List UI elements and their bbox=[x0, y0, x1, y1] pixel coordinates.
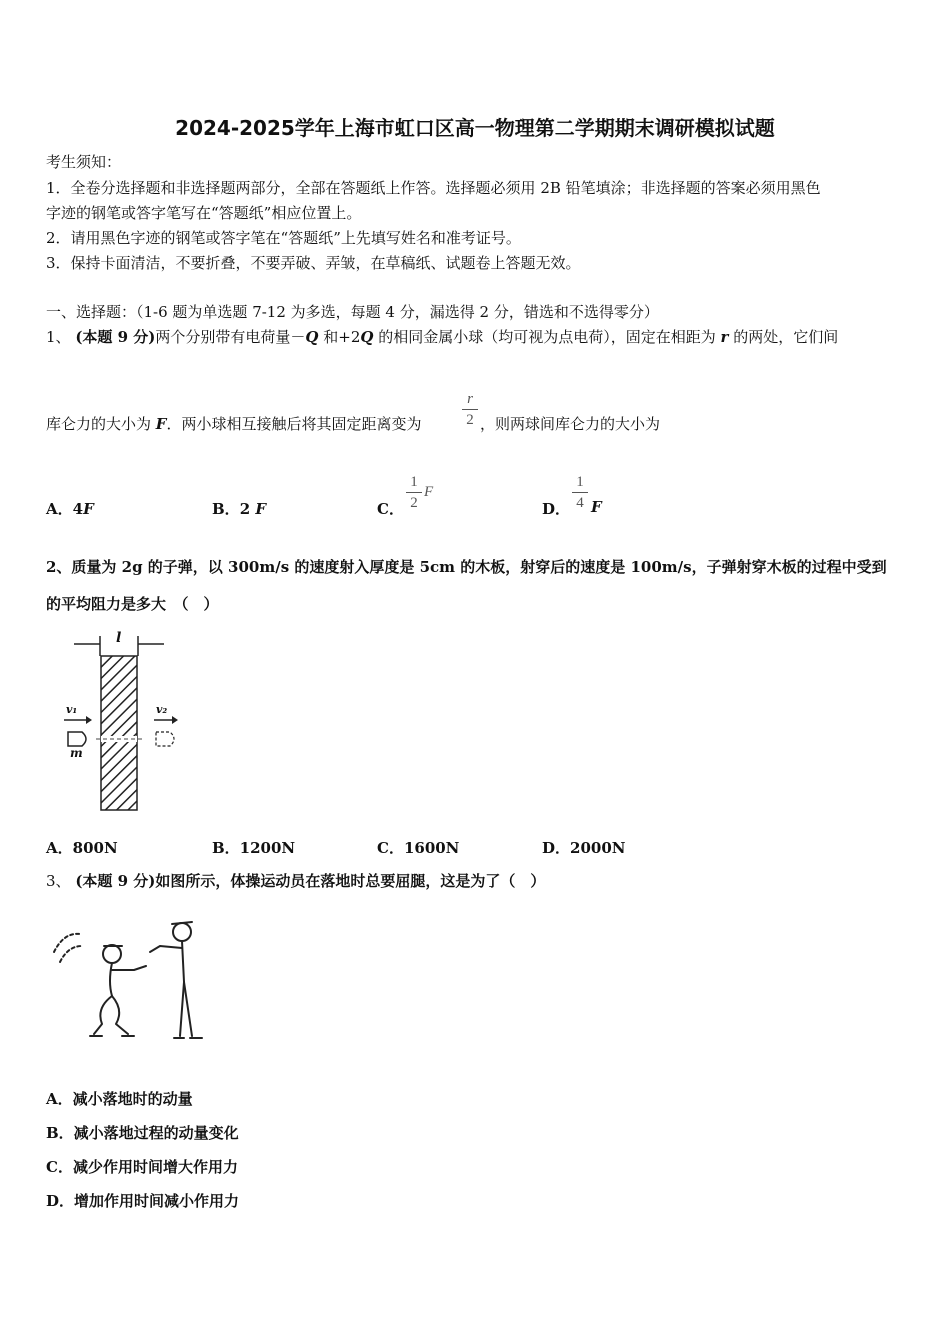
fig-label-v2: v₂ bbox=[156, 703, 168, 716]
q1-option-d-fraction bbox=[572, 473, 588, 512]
q1-option-b[interactable] bbox=[212, 498, 266, 519]
notice-line-1a: 1．全卷分选择题和非选择题两部分，全部在答题纸上作答。选择题必须用 2B 铅笔填涂；非选择题的答案必须用黑色 bbox=[46, 179, 821, 197]
q2-option-d[interactable]: D．2000N bbox=[542, 839, 626, 857]
coach-leg-left bbox=[180, 982, 184, 1036]
q2-option-c[interactable]: C．1600N bbox=[377, 839, 460, 857]
q1-option-d-f: F bbox=[591, 498, 602, 516]
notice-heading: 考生须知： bbox=[46, 153, 122, 171]
gymnast-torso bbox=[110, 963, 112, 996]
q3-option-a-text: A．减小落地时的动量 bbox=[46, 1090, 193, 1108]
q1-line-2b: ，则两球间库仑力的大小为 bbox=[480, 415, 661, 433]
q2-option-b[interactable]: B．1200N bbox=[212, 839, 296, 857]
q1-option-c-f: F bbox=[424, 484, 434, 500]
q1-text-6: ．两小球相互接触后将其固定距离变为 bbox=[166, 415, 422, 433]
q2-option-a[interactable]: A．800N bbox=[46, 839, 118, 857]
q3-option-c[interactable] bbox=[46, 1157, 238, 1177]
q2-line-2: 的平均阻力是多大 （ ） bbox=[46, 595, 219, 613]
q1-score: (本题 9 分) bbox=[75, 328, 156, 346]
q1-option-d-label: D． bbox=[542, 500, 571, 518]
bullet-board-figure bbox=[60, 628, 200, 818]
notice-line-3: 3．保持卡面清洁，不要折叠，不要弄破、弄皱，在草稿纸、试题卷上答题无效。 bbox=[46, 254, 581, 272]
q1-charge-2: Q bbox=[360, 328, 374, 346]
q1-text-1: 两个分别带有电荷量－ bbox=[155, 328, 306, 346]
q1-option-a-f: F bbox=[83, 500, 94, 518]
q1-force-f: F bbox=[155, 415, 167, 433]
bullet-before bbox=[68, 732, 86, 746]
q1-option-d-bar bbox=[572, 492, 588, 493]
wooden-board bbox=[101, 656, 137, 810]
q1-text-2: 和+2 bbox=[318, 328, 361, 346]
q1-frac-bar bbox=[462, 409, 478, 410]
gymnast-head bbox=[103, 945, 121, 963]
q3-option-d[interactable] bbox=[46, 1191, 239, 1211]
q1-option-d-den: 4 bbox=[576, 495, 584, 511]
q1-distance-r: r bbox=[720, 328, 729, 346]
gymnast-leg-left bbox=[94, 996, 112, 1034]
q3-option-b-text: B．减小落地过程的动量变化 bbox=[46, 1124, 239, 1142]
coach-leg-right bbox=[184, 982, 192, 1036]
section-heading: 一、选择题：（1-6 题为单选题 7-12 为多选，每题 4 分，漏选得 2 分，错选和不选得零分） bbox=[46, 303, 659, 321]
bullet-after bbox=[156, 732, 174, 746]
q3-option-b[interactable] bbox=[46, 1123, 239, 1143]
q1-option-b-f: F bbox=[255, 500, 267, 518]
fig-label-l: l bbox=[116, 630, 122, 646]
q1-text-3: 的相同金属小球（均可视为点电荷），固定在相距为 bbox=[373, 328, 721, 346]
gymnast-figure bbox=[50, 912, 220, 1052]
gymnast-arms bbox=[112, 966, 146, 970]
q1-charge-1: Q bbox=[305, 328, 319, 346]
q1-option-a-value: 4 bbox=[72, 500, 84, 518]
q1-option-c-den: 2 bbox=[410, 495, 418, 511]
q1-option-c-fraction bbox=[406, 473, 422, 512]
coach-arm bbox=[150, 946, 182, 952]
gymnast-leg-right bbox=[112, 996, 128, 1034]
coach-head bbox=[173, 923, 191, 941]
q1-frac-num: r bbox=[467, 391, 473, 407]
q1-option-d[interactable] bbox=[542, 498, 570, 519]
q2-line-1: 2、质量为 2g 的子弹，以 300m/s 的速度射入厚度是 5cm 的木板，射穿后的速度是 100m/s，子弹射穿木板的过程中受到 bbox=[46, 558, 887, 576]
q1-line-1 bbox=[46, 327, 838, 347]
q3-number: 3、 bbox=[46, 872, 71, 890]
q1-frac-den: 2 bbox=[466, 412, 474, 428]
q1-option-b-label: B． bbox=[212, 500, 240, 518]
q1-option-b-value: 2 bbox=[239, 500, 256, 518]
q3-option-d-text: D．增加作用时间减小作用力 bbox=[46, 1192, 240, 1210]
fig-label-m: m bbox=[70, 746, 83, 760]
page-title: 2024-2025学年上海市虹口区高一物理第二学期期末调研模拟试题 bbox=[175, 116, 775, 140]
q1-line-2a bbox=[46, 414, 421, 434]
q1-text-5: 库仑力的大小为 bbox=[46, 415, 156, 433]
q1-option-a-label: A． bbox=[46, 500, 73, 518]
q1-text-4: 的两处，它们间 bbox=[728, 328, 839, 346]
q1-option-a[interactable] bbox=[46, 498, 94, 519]
q1-option-d-num: 1 bbox=[576, 474, 584, 490]
notice-line-1b: 字迹的钢笔或答字笔写在“答题纸”相应位置上。 bbox=[46, 204, 362, 222]
q3-option-c-text: C．减少作用时间增大作用力 bbox=[46, 1158, 238, 1176]
q1-option-c-label: C． bbox=[377, 500, 404, 518]
q1-option-c-num: 1 bbox=[410, 474, 418, 490]
q3-line-1 bbox=[46, 871, 545, 891]
q1-option-c[interactable] bbox=[377, 498, 404, 519]
q3-text: 如图所示，体操运动员在落地时总要屈腿，这是为了（ ） bbox=[155, 872, 546, 890]
q1-fraction-r-over-2 bbox=[462, 390, 478, 429]
q1-number: 1、 bbox=[46, 328, 71, 346]
fig-label-v1: v₁ bbox=[66, 703, 78, 716]
motion-arc bbox=[54, 934, 80, 952]
q1-option-c-bar bbox=[406, 492, 422, 493]
notice-line-2: 2．请用黑色字迹的钢笔或答字笔在“答题纸”上先填写姓名和准考证号。 bbox=[46, 229, 521, 247]
q3-score: (本题 9 分) bbox=[75, 872, 156, 890]
q3-option-a[interactable] bbox=[46, 1089, 193, 1109]
